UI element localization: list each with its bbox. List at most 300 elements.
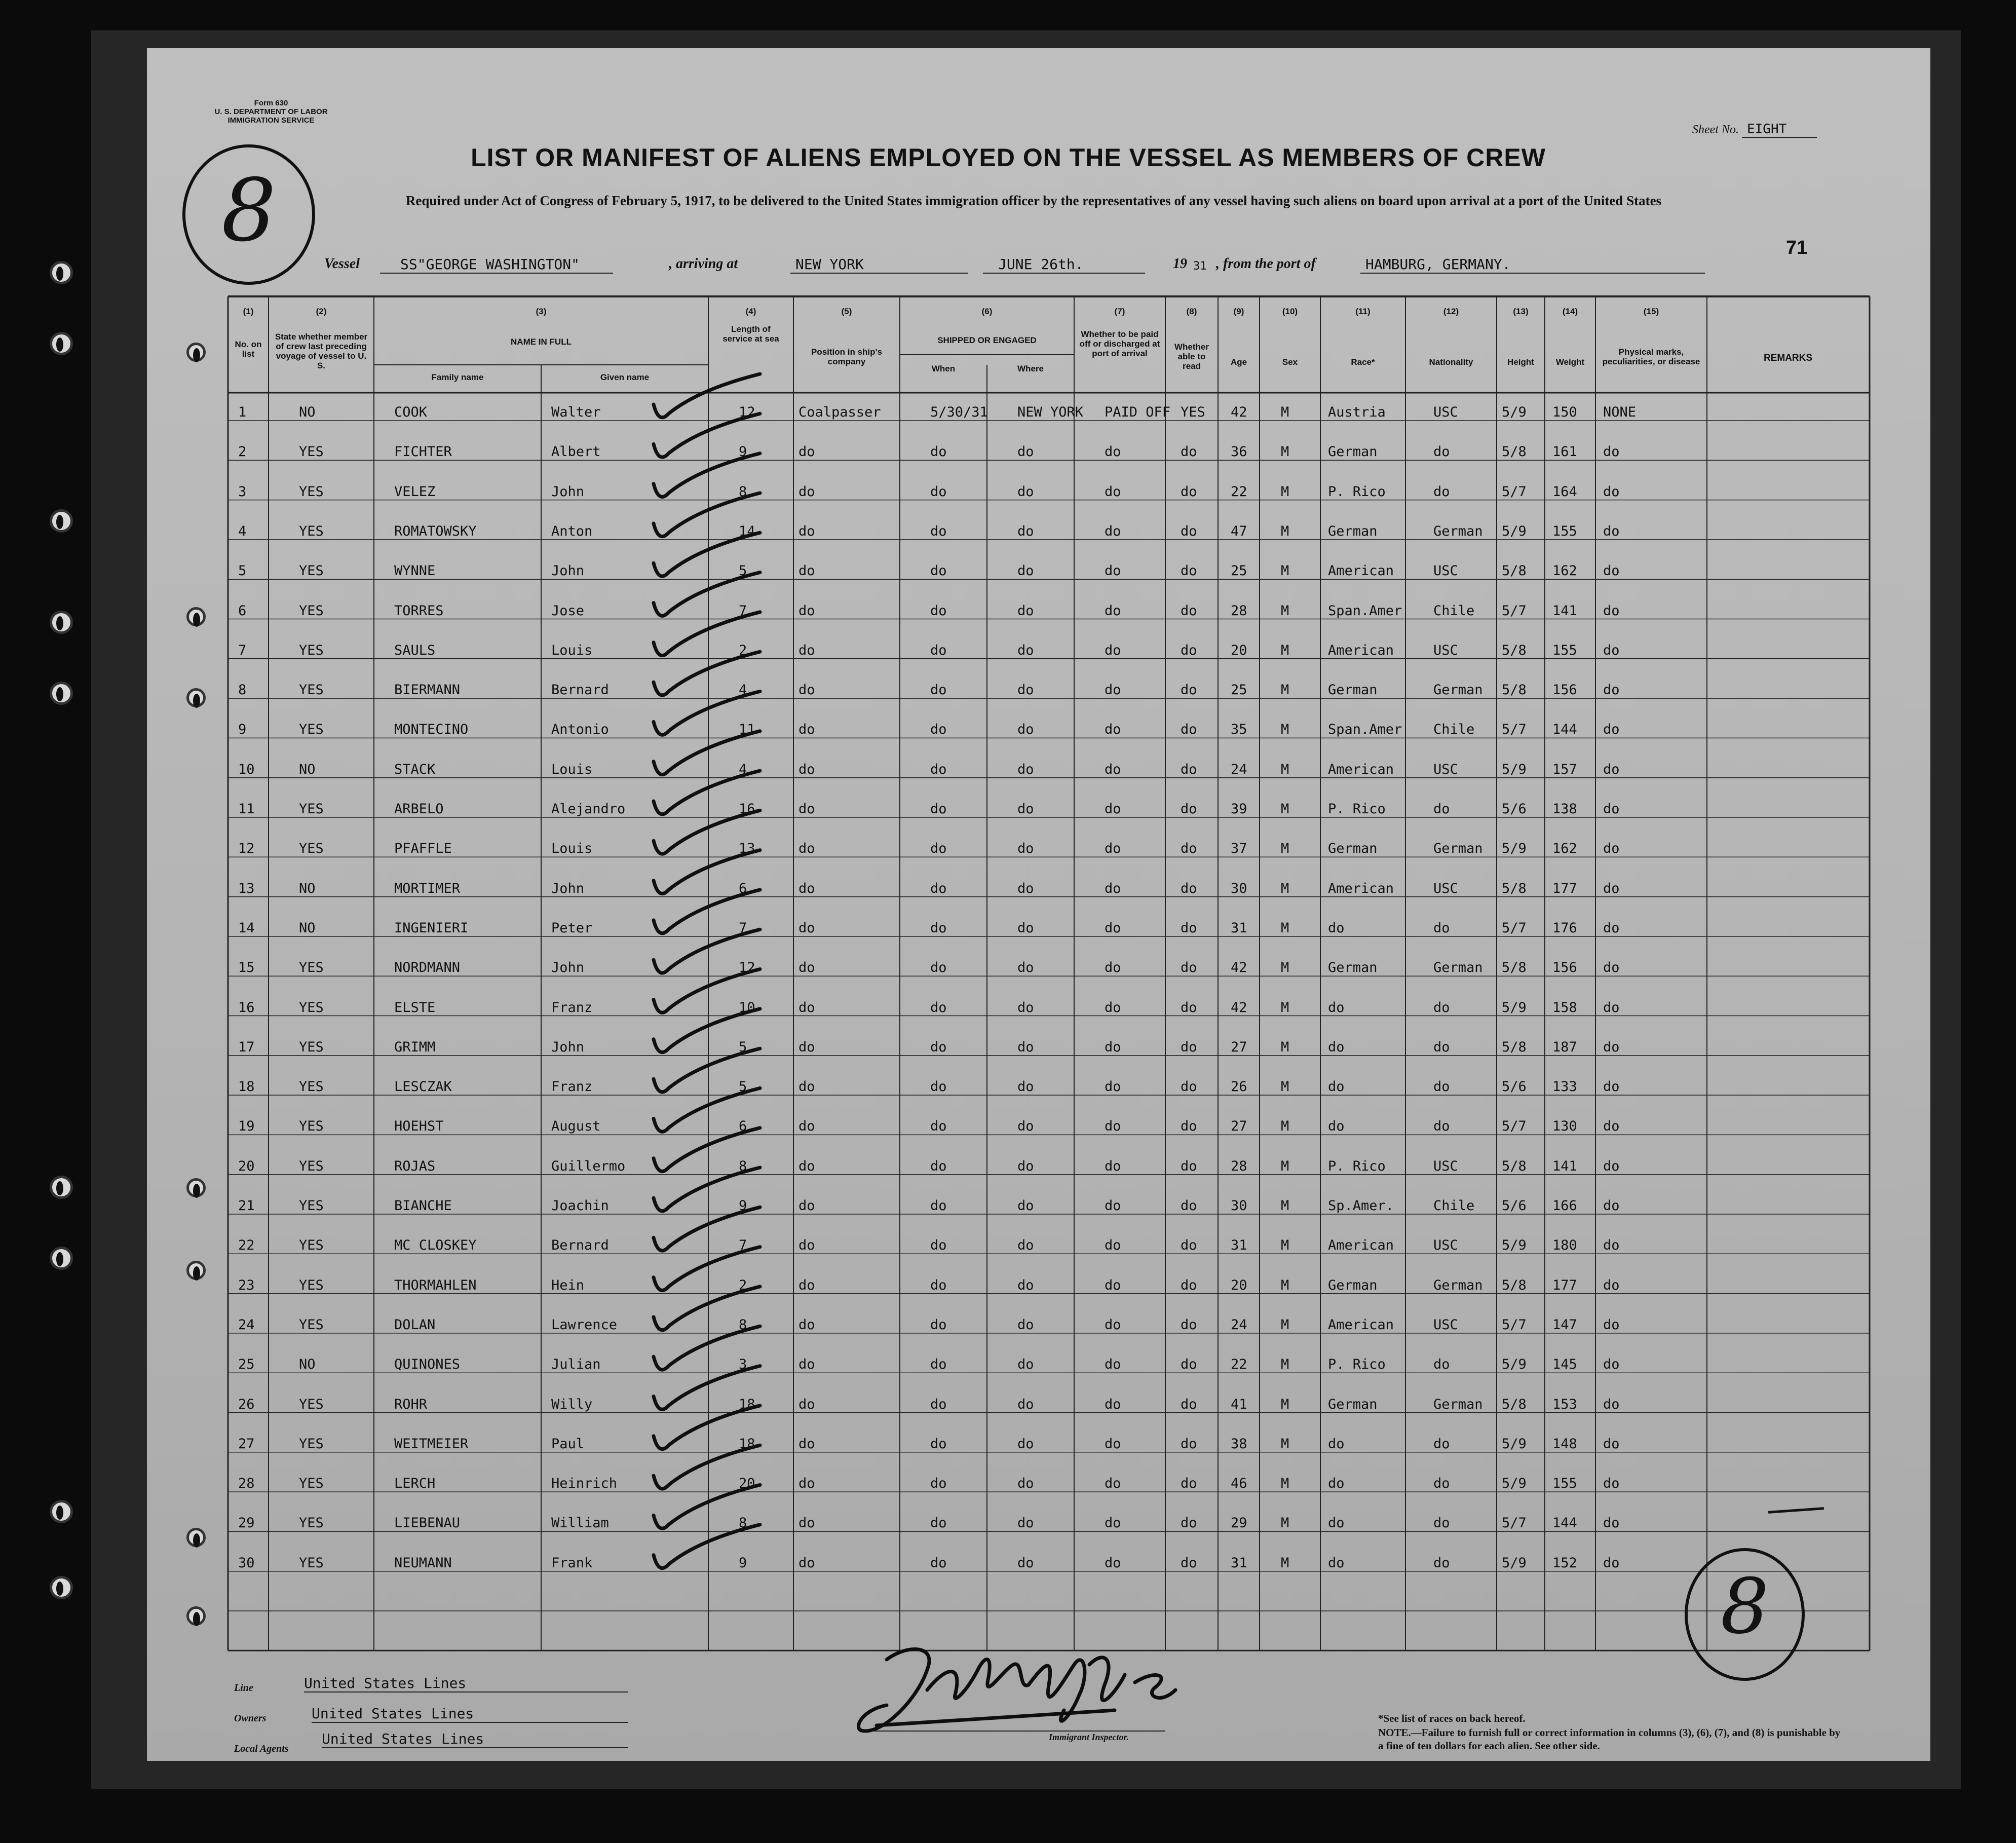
cell-read: do — [1181, 483, 1197, 500]
cell-where: do — [1017, 841, 1034, 857]
cell-family: WYNNE — [394, 563, 436, 579]
page-title: LIST OR MANIFEST OF ALIENS EMPLOYED ON THE VESSEL AS MEMBERS OF CREW — [471, 143, 1546, 172]
cell-race: German — [1328, 682, 1378, 698]
cell-where: do — [1017, 999, 1034, 1015]
cell-read: YES — [1181, 404, 1205, 420]
cell-where: NEW YORK — [1017, 404, 1084, 420]
cell-family: FICHTER — [394, 444, 452, 460]
cell-marks: do — [1603, 1476, 1620, 1492]
col-header-name: NAME IN FULL — [511, 337, 572, 347]
cell-length: 2 — [739, 1277, 747, 1293]
col-header-length: Length of service at sea — [722, 324, 779, 344]
cell-race: do — [1328, 1079, 1345, 1095]
cell-state: NO — [299, 404, 316, 420]
cell-no: 10 — [238, 761, 255, 777]
cell-where: do — [1017, 642, 1034, 658]
cell-weight: 156 — [1552, 682, 1577, 698]
cell-when: do — [930, 1317, 947, 1333]
cell-when: do — [930, 563, 947, 579]
cell-age: 38 — [1231, 1436, 1247, 1452]
cell-when: do — [930, 1515, 947, 1531]
cell-race: do — [1328, 1039, 1345, 1055]
cell-no: 24 — [238, 1317, 255, 1333]
cell-weight: 180 — [1552, 1237, 1577, 1254]
cell-when: do — [930, 682, 947, 698]
cell-sex: M — [1281, 1317, 1289, 1333]
cell-given: Jose — [551, 603, 585, 619]
cell-position: do — [798, 880, 815, 896]
cell-height: 5/7 — [1502, 722, 1527, 738]
cell-marks: do — [1603, 523, 1620, 539]
cell-paid: do — [1105, 1476, 1121, 1492]
cell-sex: M — [1281, 603, 1289, 619]
arriving-label: , arriving at — [669, 256, 738, 272]
cell-no: 26 — [238, 1396, 255, 1412]
cell-family: GRIMM — [394, 1039, 436, 1055]
cell-marks: do — [1603, 1515, 1620, 1531]
cell-family: ROMATOWSKY — [394, 523, 477, 539]
circled-number-mark-lower — [1685, 1548, 1805, 1681]
cell-where: do — [1017, 1436, 1034, 1452]
cell-nationality: do — [1433, 444, 1450, 460]
cell-where: do — [1017, 960, 1034, 976]
cell-read: do — [1181, 722, 1197, 738]
cell-given: John — [551, 563, 585, 579]
cell-marks: do — [1603, 801, 1620, 817]
cell-position: do — [798, 1515, 815, 1531]
cell-paid: PAID OFF — [1105, 404, 1171, 420]
cell-no: 1 — [238, 404, 247, 420]
cell-no: 13 — [238, 880, 255, 896]
cell-state: YES — [299, 1198, 324, 1214]
cell-nationality: do — [1433, 1039, 1450, 1055]
cell-age: 28 — [1231, 603, 1247, 619]
vessel-name: SS"GEORGE WASHINGTON" — [380, 256, 613, 274]
cell-given: Albert — [551, 444, 601, 460]
cell-state: YES — [299, 1158, 324, 1174]
cell-age: 42 — [1231, 404, 1247, 420]
cell-read: do — [1181, 444, 1197, 460]
cell-height: 5/7 — [1502, 1515, 1527, 1531]
cell-when: do — [930, 1198, 947, 1214]
cell-marks: do — [1603, 603, 1620, 619]
cell-height: 5/9 — [1502, 761, 1527, 777]
cell-nationality: do — [1433, 1357, 1450, 1373]
cell-read: do — [1181, 1515, 1197, 1531]
cell-nationality: Chile — [1433, 603, 1475, 619]
cell-read: do — [1181, 801, 1197, 817]
cell-state: YES — [299, 444, 324, 460]
cell-sex: M — [1281, 642, 1289, 658]
cell-read: do — [1181, 603, 1197, 619]
cell-height: 5/6 — [1502, 1198, 1527, 1214]
cell-race: American — [1328, 1317, 1394, 1333]
cell-family: DOLAN — [394, 1317, 436, 1333]
cell-position: do — [798, 563, 815, 579]
cell-when: do — [930, 1476, 947, 1492]
cell-sex: M — [1281, 761, 1289, 777]
cell-when: do — [930, 722, 947, 738]
cell-marks: do — [1603, 920, 1620, 936]
cell-no: 8 — [238, 682, 247, 698]
cell-position: do — [798, 483, 815, 500]
cell-nationality: USC — [1433, 1317, 1458, 1333]
cell-marks: do — [1603, 1158, 1620, 1174]
cell-when: do — [930, 841, 947, 857]
cell-sex: M — [1281, 841, 1289, 857]
cell-sex: M — [1281, 999, 1289, 1015]
col-header-where: Where — [1017, 364, 1044, 373]
col-header-no: No. on list — [235, 340, 262, 359]
col-header-given: Given name — [600, 372, 650, 382]
cell-no: 3 — [238, 483, 247, 500]
cell-read: do — [1181, 999, 1197, 1015]
cell-no: 11 — [238, 801, 255, 817]
cell-sex: M — [1281, 920, 1289, 936]
cell-length: 12 — [739, 960, 755, 976]
cell-weight: 155 — [1552, 1476, 1577, 1492]
cell-no: 29 — [238, 1515, 255, 1531]
cell-family: BIANCHE — [394, 1198, 452, 1214]
cell-length: 12 — [739, 404, 755, 420]
cell-state: YES — [299, 1317, 324, 1333]
cell-no: 14 — [238, 920, 255, 936]
cell-marks: do — [1603, 1079, 1620, 1095]
cell-no: 28 — [238, 1476, 255, 1492]
cell-no: 12 — [238, 841, 255, 857]
cell-marks: do — [1603, 1317, 1620, 1333]
cell-height: 5/7 — [1502, 1317, 1527, 1333]
cell-where: do — [1017, 1198, 1034, 1214]
cell-position: do — [798, 1555, 815, 1571]
cell-read: do — [1181, 1317, 1197, 1333]
cell-nationality: do — [1433, 1555, 1450, 1571]
cell-weight: 152 — [1552, 1555, 1577, 1571]
cell-nationality: Chile — [1433, 1198, 1475, 1214]
cell-age: 27 — [1231, 1039, 1247, 1055]
cell-where: do — [1017, 483, 1034, 500]
cell-sex: M — [1281, 1118, 1289, 1135]
cell-marks: do — [1603, 1277, 1620, 1293]
cell-age: 24 — [1231, 761, 1247, 777]
cell-read: do — [1181, 523, 1197, 539]
vessel-label: Vessel — [324, 256, 360, 272]
cell-position: do — [798, 1198, 815, 1214]
cell-when: do — [930, 1277, 947, 1293]
cell-nationality: do — [1433, 483, 1450, 500]
cell-position: do — [798, 1158, 815, 1174]
cell-position: do — [798, 1237, 815, 1254]
cell-weight: 162 — [1552, 841, 1577, 857]
cell-no: 16 — [238, 999, 255, 1015]
cell-length: 9 — [739, 1198, 747, 1214]
cell-where: do — [1017, 1357, 1034, 1373]
note-races: *See list of races on back hereof. — [1378, 1712, 1526, 1724]
col-num-14: (14) — [1562, 307, 1578, 316]
cell-race: do — [1328, 1118, 1345, 1135]
cell-family: THORMAHLEN — [394, 1277, 477, 1293]
cell-read: do — [1181, 1555, 1197, 1571]
cell-no: 22 — [238, 1237, 255, 1254]
cell-state: YES — [299, 999, 324, 1015]
col-header-nationality: Nationality — [1429, 357, 1473, 367]
cell-race: American — [1328, 880, 1394, 896]
cell-marks: do — [1603, 1436, 1620, 1452]
from-port-label: , from the port of — [1216, 256, 1316, 272]
cell-age: 28 — [1231, 1158, 1247, 1174]
cell-race: P. Rico — [1328, 1158, 1386, 1174]
cell-given: Anton — [551, 523, 593, 539]
cell-marks: do — [1603, 1198, 1620, 1214]
cell-state: NO — [299, 920, 316, 936]
cell-position: do — [798, 1396, 815, 1412]
cell-length: 5 — [739, 1079, 747, 1095]
agents-label: Local Agents — [234, 1743, 289, 1754]
cell-state: YES — [299, 603, 324, 619]
cell-family: NEUMANN — [394, 1555, 452, 1571]
cell-when: do — [930, 801, 947, 817]
cell-weight: 150 — [1552, 404, 1577, 420]
cell-when: do — [930, 761, 947, 777]
cell-height: 5/7 — [1502, 1118, 1527, 1135]
cell-state: YES — [299, 1555, 324, 1571]
cell-height: 5/8 — [1502, 444, 1527, 460]
cell-when: do — [930, 1396, 947, 1412]
cell-paid: do — [1105, 1158, 1121, 1174]
cell-paid: do — [1105, 761, 1121, 777]
cell-given: Antonio — [551, 722, 609, 738]
cell-state: YES — [299, 1515, 324, 1531]
cell-given: Louis — [551, 841, 593, 857]
cell-where: do — [1017, 1396, 1034, 1412]
cell-no: 27 — [238, 1436, 255, 1452]
cell-sex: M — [1281, 960, 1289, 976]
cell-length: 4 — [739, 761, 747, 777]
cell-age: 46 — [1231, 1476, 1247, 1492]
cell-marks: do — [1603, 960, 1620, 976]
cell-paid: do — [1105, 801, 1121, 817]
cell-nationality: USC — [1433, 563, 1458, 579]
cell-given: Franz — [551, 1079, 593, 1095]
cell-marks: do — [1603, 1357, 1620, 1373]
cell-sex: M — [1281, 880, 1289, 896]
cell-paid: do — [1105, 880, 1121, 896]
col-num-6: (6) — [981, 307, 993, 316]
cell-paid: do — [1105, 444, 1121, 460]
col-num-3: (3) — [536, 307, 547, 316]
cell-age: 25 — [1231, 682, 1247, 698]
cell-height: 5/9 — [1502, 1555, 1527, 1571]
cell-where: do — [1017, 682, 1034, 698]
cell-nationality: do — [1433, 1436, 1450, 1452]
cell-height: 5/8 — [1502, 1277, 1527, 1293]
cell-marks: do — [1603, 1118, 1620, 1135]
form-department: U. S. DEPARTMENT OF LABOR — [214, 107, 328, 116]
cell-state: YES — [299, 1277, 324, 1293]
cell-when: do — [930, 920, 947, 936]
cell-race: do — [1328, 920, 1345, 936]
cell-race: Span.Amer — [1328, 603, 1402, 619]
cell-paid: do — [1105, 483, 1121, 500]
cell-height: 5/9 — [1502, 523, 1527, 539]
cell-family: ELSTE — [394, 999, 436, 1015]
form-service: IMMIGRATION SERVICE — [227, 116, 315, 125]
cell-no: 23 — [238, 1277, 255, 1293]
cell-read: do — [1181, 1357, 1197, 1373]
cell-when: do — [930, 1118, 947, 1135]
cell-length: 18 — [739, 1396, 755, 1412]
cell-race: do — [1328, 1476, 1345, 1492]
cell-weight: 162 — [1552, 563, 1577, 579]
cell-no: 20 — [238, 1158, 255, 1174]
cell-family: MONTECINO — [394, 722, 469, 738]
cell-where: do — [1017, 1118, 1034, 1135]
cell-nationality: USC — [1433, 880, 1458, 896]
cell-when: do — [930, 642, 947, 658]
cell-nationality: USC — [1433, 642, 1458, 658]
cell-weight: 130 — [1552, 1118, 1577, 1135]
cell-marks: do — [1603, 1396, 1620, 1412]
cell-read: do — [1181, 1476, 1197, 1492]
cell-position: do — [798, 1436, 815, 1452]
year-prefix: 19 — [1173, 256, 1187, 272]
cell-race: American — [1328, 563, 1394, 579]
cell-race: Sp.Amer. — [1328, 1198, 1394, 1214]
cell-position: do — [798, 920, 815, 936]
cell-nationality: USC — [1433, 1237, 1458, 1254]
cell-age: 22 — [1231, 1357, 1247, 1373]
cell-when: do — [930, 483, 947, 500]
cell-family: PFAFFLE — [394, 841, 452, 857]
cell-sex: M — [1281, 1515, 1289, 1531]
cell-read: do — [1181, 1277, 1197, 1293]
cell-given: Louis — [551, 761, 593, 777]
cell-race: German — [1328, 444, 1378, 460]
cell-family: COOK — [394, 404, 428, 420]
cell-nationality: German — [1433, 682, 1483, 698]
cell-read: do — [1181, 1039, 1197, 1055]
cell-where: do — [1017, 1555, 1034, 1571]
cell-position: do — [798, 960, 815, 976]
cell-sex: M — [1281, 444, 1289, 460]
cell-no: 17 — [238, 1039, 255, 1055]
cell-family: MORTIMER — [394, 880, 461, 896]
cell-family: STACK — [394, 761, 436, 777]
cell-length: 2 — [739, 642, 747, 658]
cell-length: 5 — [739, 1039, 747, 1055]
cell-state: NO — [299, 880, 316, 896]
cell-paid: do — [1105, 1198, 1121, 1214]
cell-age: 42 — [1231, 960, 1247, 976]
cell-length: 9 — [739, 1555, 747, 1571]
cell-weight: 141 — [1552, 1158, 1577, 1174]
cell-length: 6 — [739, 880, 747, 896]
cell-weight: 166 — [1552, 1198, 1577, 1214]
cell-read: do — [1181, 761, 1197, 777]
col-header-race: Race* — [1351, 357, 1375, 367]
cell-sex: M — [1281, 1039, 1289, 1055]
cell-when: do — [930, 1158, 947, 1174]
cell-height: 5/6 — [1502, 1079, 1527, 1095]
cell-race: do — [1328, 1555, 1345, 1571]
cell-length: 14 — [739, 523, 755, 539]
cell-nationality: German — [1433, 1277, 1483, 1293]
cell-height: 5/8 — [1502, 682, 1527, 698]
cell-marks: do — [1603, 444, 1620, 460]
cell-read: do — [1181, 1198, 1197, 1214]
cell-family: INGENIERI — [394, 920, 469, 936]
cell-family: SAULS — [394, 642, 436, 658]
cell-no: 30 — [238, 1555, 255, 1571]
cell-paid: do — [1105, 841, 1121, 857]
cell-height: 5/8 — [1502, 880, 1527, 896]
cell-when: do — [930, 1357, 947, 1373]
cell-length: 8 — [739, 483, 747, 500]
cell-age: 30 — [1231, 880, 1247, 896]
cell-paid: do — [1105, 563, 1121, 579]
cell-position: do — [798, 761, 815, 777]
cell-sex: M — [1281, 1158, 1289, 1174]
cell-age: 20 — [1231, 642, 1247, 658]
cell-nationality: German — [1433, 960, 1483, 976]
cell-age: 47 — [1231, 523, 1247, 539]
cell-state: YES — [299, 960, 324, 976]
cell-read: do — [1181, 960, 1197, 976]
cell-length: 9 — [739, 444, 747, 460]
cell-length: 8 — [739, 1515, 747, 1531]
col-header-remarks: REMARKS — [1763, 353, 1813, 363]
cell-race: P. Rico — [1328, 801, 1386, 817]
cell-sex: M — [1281, 1396, 1289, 1412]
cell-race: do — [1328, 1436, 1345, 1452]
cell-where: do — [1017, 880, 1034, 896]
cell-weight: 157 — [1552, 761, 1577, 777]
cell-nationality: USC — [1433, 761, 1458, 777]
cell-no: 18 — [238, 1079, 255, 1095]
cell-state: YES — [299, 1237, 324, 1254]
cell-paid: do — [1105, 1515, 1121, 1531]
cell-where: do — [1017, 1079, 1034, 1095]
cell-given: August — [551, 1118, 601, 1135]
cell-height: 5/8 — [1502, 642, 1527, 658]
cell-height: 5/8 — [1502, 1158, 1527, 1174]
cell-position: do — [798, 841, 815, 857]
cell-length: 7 — [739, 920, 747, 936]
cell-given: Lawrence — [551, 1317, 618, 1333]
cell-age: 39 — [1231, 801, 1247, 817]
cell-age: 29 — [1231, 1515, 1247, 1531]
cell-family: ROHR — [394, 1396, 428, 1412]
cell-given: Paul — [551, 1436, 585, 1452]
cell-nationality: USC — [1433, 1158, 1458, 1174]
cell-race: American — [1328, 761, 1394, 777]
cell-given: Alejandro — [551, 801, 626, 817]
cell-where: do — [1017, 1039, 1034, 1055]
cell-given: John — [551, 960, 585, 976]
cell-state: YES — [299, 682, 324, 698]
cell-given: John — [551, 880, 585, 896]
cell-state: YES — [299, 841, 324, 857]
cell-length: 8 — [739, 1317, 747, 1333]
cell-weight: 164 — [1552, 483, 1577, 500]
cell-race: American — [1328, 642, 1394, 658]
cell-marks: do — [1603, 999, 1620, 1015]
cell-sex: M — [1281, 1555, 1289, 1571]
cell-height: 5/9 — [1502, 1357, 1527, 1373]
cell-position: do — [798, 1039, 815, 1055]
cell-nationality: Chile — [1433, 722, 1475, 738]
cell-weight: 144 — [1552, 722, 1577, 738]
